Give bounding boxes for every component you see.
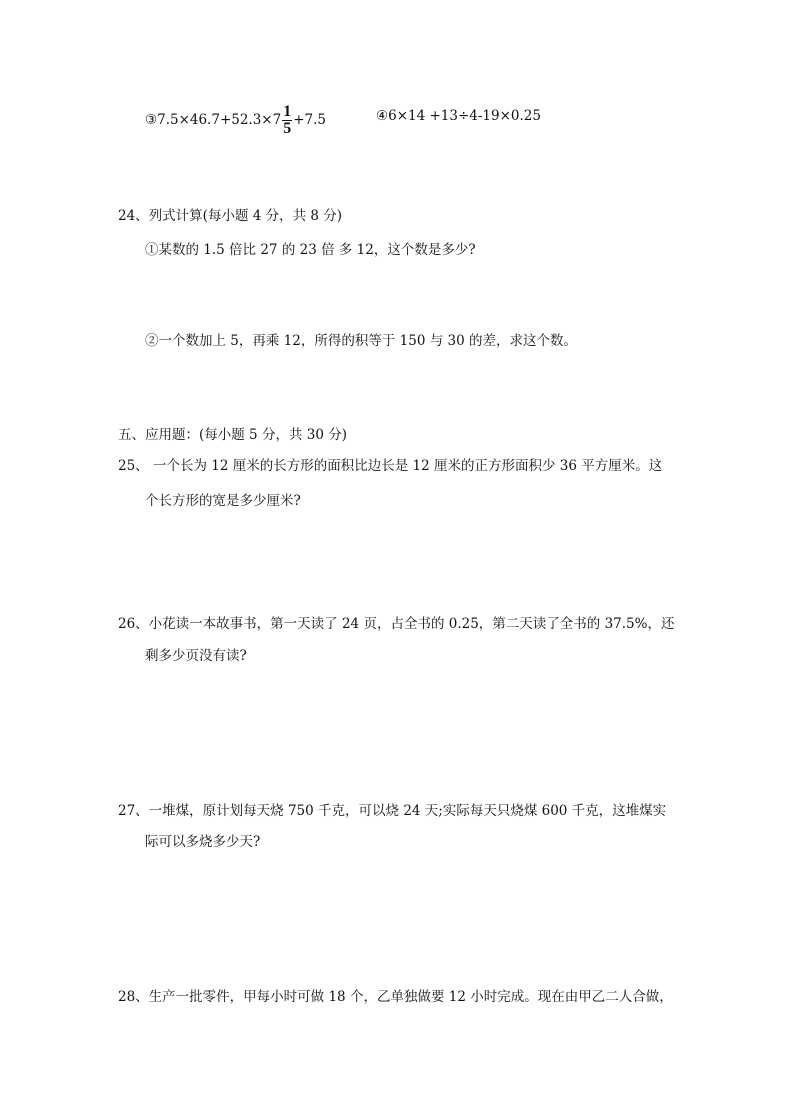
q25-line1: 25、 一个长为 12 厘米的长方形的面积比边长是 12 厘米的正方形面积少 36 平方厘米。这 (118, 458, 663, 474)
problem-4-expression: ④6×14 +13÷4-19×0.25 (376, 108, 541, 124)
q24-heading: 24、列式计算(每小题 4 分，共 8 分) (118, 208, 343, 224)
fraction-denominator: 5 (283, 120, 292, 137)
q27-line1: 27、一堆煤，原计划每天烧 750 千克，可以烧 24 天;实际每天只烧煤 600 千克，这堆煤实 (118, 803, 667, 819)
q24-sub1: ①某数的 1.5 倍比 27 的 23 倍 多 12，这个数是多少? (145, 242, 476, 258)
section5-heading: 五、应用题：(每小题 5 分，共 30 分) (118, 427, 347, 443)
q27-line2: 际可以多烧多少天? (145, 834, 261, 850)
mixed-fraction (282, 104, 292, 137)
q28-line1: 28、生产一批零件，甲每小时可做 18 个，乙单独做要 12 小时完成。现在由甲乙二人合做， (118, 989, 673, 1005)
q25-line2: 个长方形的宽是多少厘米? (145, 493, 301, 509)
problem-3-suffix: +7.5 (293, 112, 326, 128)
problem-3-prefix: ③7.5×46.7+52.3×7 (145, 112, 282, 128)
problem-3-expression (145, 104, 326, 137)
q26-line2: 剩多少页没有读? (145, 648, 247, 664)
fraction-numerator: 1 (283, 103, 292, 120)
q24-sub2: ②一个数加上 5，再乘 12，所得的积等于 150 与 30 的差，求这个数。 (145, 333, 577, 349)
q26-line1: 26、小花读一本故事书，第一天读了 24 页，占全书的 0.25，第二天读了全书的 37.5%，还 (118, 616, 675, 632)
